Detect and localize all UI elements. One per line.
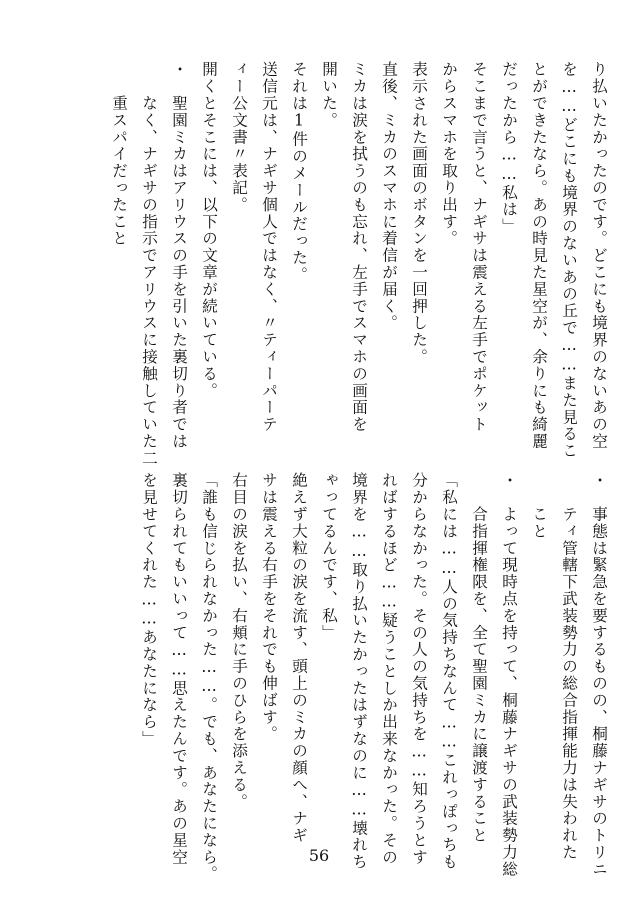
text-line: それは1件のメールだった。 xyxy=(290,61,308,284)
text-line: とができたなら。あの時見た星空が、余りにも綺麗 xyxy=(530,61,548,450)
text-line: 分からなかった。その人の気持ちを……知ろうとす xyxy=(410,472,428,866)
text-line: そこまで言うと、ナギサは震える左手でポケット xyxy=(470,61,488,433)
text-line: を……どこにも境界のないあの丘で……また見るこ xyxy=(560,61,578,460)
page-number: 56 xyxy=(308,846,330,865)
bullet-line: ・ 事態は緊急を要するものの、桐藤ナギサのトリニ xyxy=(590,472,608,878)
text-line: 「私には……人の気持ちなんて……これっぽっちも xyxy=(440,472,458,871)
text-line: だったから……私は」 xyxy=(500,61,518,235)
text-line: からスマホを取り出す。 xyxy=(440,61,458,247)
text-line: 送信元は、ナギサ個人ではなく、〃ティーパーテ xyxy=(260,61,278,433)
bullet-line: ティ管轄下武装勢力の総合指揮能力は失われた xyxy=(560,472,578,861)
bullet-line: ・ 聖園ミカはアリウスの手を引いた裏切り者では xyxy=(170,61,188,450)
bullet-line: 重スパイだったこと xyxy=(110,61,128,247)
text-line: 表示された画面のボタンを一回押した。 xyxy=(410,61,428,366)
text-line: 裏切られてもいいって……思えたんです。あの星空 xyxy=(170,472,188,866)
text-line: 境界を……取り払いたかったはずなのに……壊れち xyxy=(350,472,368,871)
top-text-block xyxy=(34,61,614,467)
text-line: 直後、ミカのスマホに着信が届く。 xyxy=(380,61,398,332)
text-line: 開いた。 xyxy=(320,61,338,129)
bullet-line: なく、ナギサの指示でアリウスに接触していた二 xyxy=(140,61,158,467)
text-line: ゃってるんです、私」 xyxy=(320,472,338,641)
text-line: サは震える右手をそれでも伸ばす。 xyxy=(260,472,278,743)
text-line: 右目の涙を払い、右頬に手のひらを添える。 xyxy=(230,472,248,810)
text-line: 「誰も信じられなかった……。でも、あなたになら。 xyxy=(200,472,218,883)
bottom-text-block xyxy=(34,472,614,883)
bullet-line: こと xyxy=(530,472,548,540)
text-line: り払いたかったのです。どこにも境界のないあの空 xyxy=(590,61,608,450)
text-line: を見せてくれた……あなたになら」 xyxy=(140,472,158,748)
bullet-line: ・ よって現時点を持って、桐藤ナギサの武装勢力総 xyxy=(500,472,518,878)
text-line: ミカは涙を拭うのも忘れ、左手でスマホの画面を xyxy=(350,61,368,433)
bullet-line: 合指揮権限を、全て聖園ミカに譲渡すること xyxy=(470,472,488,844)
text-line: 開くとそこには、以下の文章が続いている。 xyxy=(200,61,218,399)
text-line: ればするほど……疑うことしか出来なかった。その xyxy=(380,472,398,866)
text-line: 絶えず大粒の涙を流す、頭上のミカの顔へ、ナギ xyxy=(290,472,308,844)
text-line: ィー公文書〃表記。 xyxy=(230,61,248,214)
